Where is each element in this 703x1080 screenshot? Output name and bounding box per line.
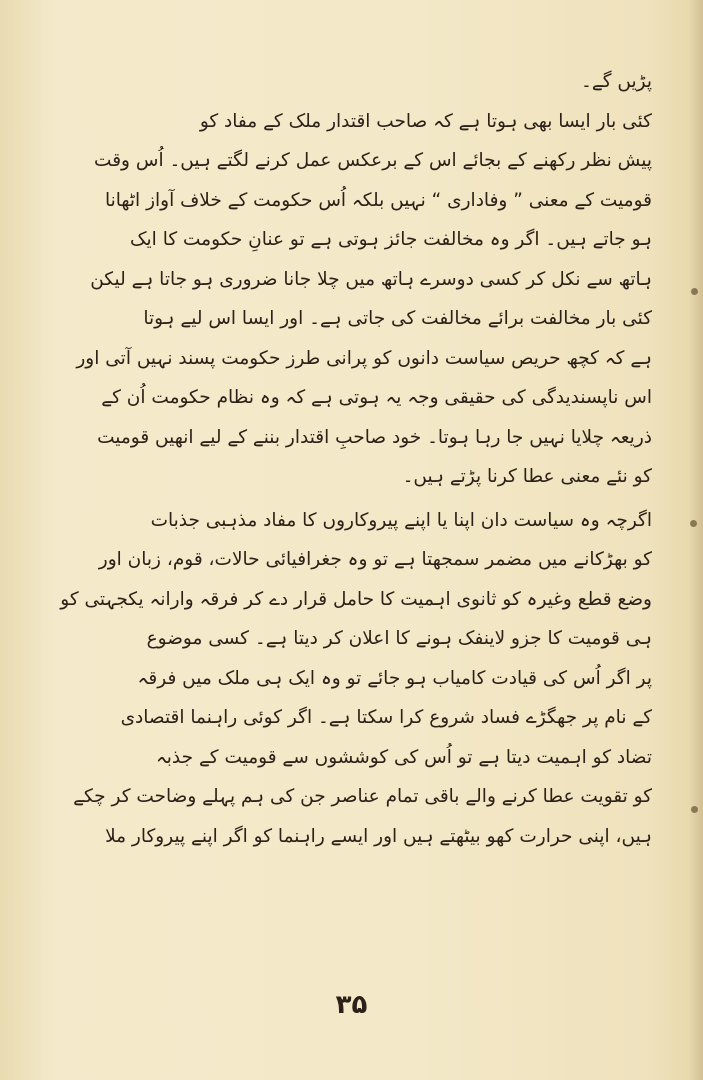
text-line: پڑیں گے۔ xyxy=(581,71,652,92)
page-edge-shadow xyxy=(689,0,703,1080)
text-line: پیش نظر رکھنے کے بجائے اس کے برعکس عمل کرنے لگتے ہیں۔ اُس وقت xyxy=(94,150,652,171)
text-line: کے نام پر جھگڑے فساد شروع کرا سکتا ہے۔ اگر کوئی راہنما اقتصادی xyxy=(120,707,652,728)
binding-hole xyxy=(690,520,697,527)
text-line: پر اگر اُس کی قیادت کامیاب ہو جائے تو وہ ایک ہی ملک میں فرقہ xyxy=(137,667,652,689)
text-line: ہی قومیت کا جزو لاینفک ہونے کا اعلان کر دیتا ہے۔ کسی موضوع xyxy=(146,628,652,649)
body-text xyxy=(52,62,652,856)
page-number: ۳۵ xyxy=(335,990,368,1020)
text-line: اگرچہ وہ سیاست دان اپنا یا اپنے پیروکاروں کا مفاد مذہبی جذبات xyxy=(150,509,652,531)
text-line: ہے کہ کچھ حریص سیاست دانوں کو پرانی طرز حکومت پسند نہیں آتی اور xyxy=(76,347,652,369)
text-line: تضاد کو اہمیت دیتا ہے تو اُس کی کوششوں سے قومیت کے جذبہ xyxy=(155,746,652,768)
text-line: ہیں، اپنی حرارت کھو بیٹھتے ہیں اور ایسے راہنما کو اگر اپنے پیروکار ملا xyxy=(105,825,652,847)
text-line: کئی بار مخالفت برائے مخالفت کی جاتی ہے۔ اور ایسا اس لیے ہوتا xyxy=(143,308,652,329)
text-line: وضع قطع وغیرہ کو ثانوی اہمیت کا حامل قرار دے کر فرقہ وارانہ یکجہتی کو xyxy=(60,588,652,610)
text-line: کو نئے معنی عطا کرنا پڑتے ہیں۔ xyxy=(402,466,652,487)
text-line: کو تقویت عطا کرنے والے باقی تمام عناصر جن کی ہم پہلے وضاحت کر چکے xyxy=(73,786,652,807)
text-line: ہو جاتے ہیں۔ اگر وہ مخالفت جائز ہوتی ہے تو عنانِ حکومت کا ایک xyxy=(129,229,652,250)
binding-hole xyxy=(691,806,698,813)
text-line: ہاتھ سے نکل کر کسی دوسرے ہاتھ میں چلا جانا ضروری ہو جاتا ہے لیکن xyxy=(90,268,652,290)
text-line: اس ناپسندیدگی کی حقیقی وجہ یہ ہوتی ہے کہ وہ نظام حکومت اُن کے xyxy=(101,387,652,408)
text-line: قومیت کے معنی ” وفاداری “ نہیں بلکہ اُس حکومت کے خلاف آواز اٹھانا xyxy=(104,189,652,211)
binding-hole xyxy=(691,288,698,295)
text-line: ذریعہ چلایا نہیں جا رہا ہوتا۔ خود صاحبِ اقتدار بننے کے لیے انھیں قومیت xyxy=(97,426,652,448)
text-line: کو بھڑکانے میں مضمر سمجھتا ہے تو وہ جغرافیائی حالات، قوم، زبان اور xyxy=(98,549,652,570)
text-line: کئی بار ایسا بھی ہوتا ہے کہ صاحب اقتدار ملک کے مفاد کو xyxy=(199,110,652,132)
